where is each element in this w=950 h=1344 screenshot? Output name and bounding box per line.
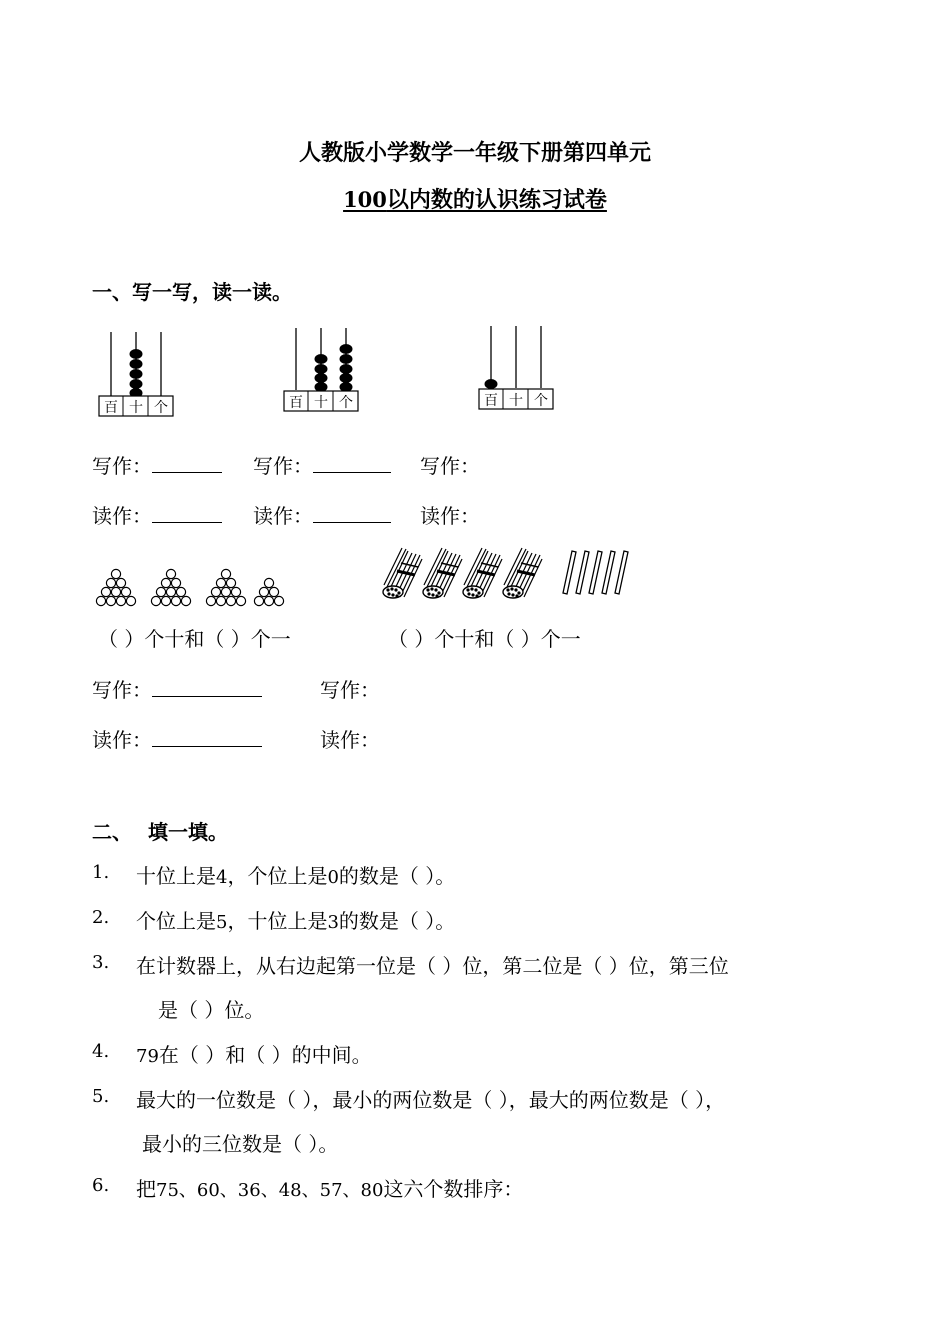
- section-1-heading: 一、写一写，读一读。: [92, 280, 292, 304]
- ball-triangle-4: [254, 578, 283, 605]
- read-row-5: [320, 724, 380, 753]
- item-5-line-1: 最大的一位数是（ ），最小的两位数是（ ），最大的两位数是（ ），: [136, 1088, 726, 1112]
- read-row-3: [420, 500, 480, 529]
- tens-ones-text-2: （ ）个十和（ ）个一: [388, 627, 581, 651]
- write-label: 写作：: [92, 678, 152, 702]
- abacus-2-ones-beads: [340, 344, 353, 392]
- answer-blank[interactable]: [152, 521, 222, 523]
- write-label: 写作：: [420, 454, 480, 478]
- stick-bundle-2: [423, 548, 462, 598]
- abacus-2: [280, 326, 362, 414]
- item-1-text: 十位上是4，个位上是0的数是（ ）。: [136, 864, 456, 888]
- read-row-1: [92, 500, 222, 529]
- write-row-5: [320, 674, 380, 703]
- item-4-text: 79在（ ）和（ ）的中间。: [136, 1043, 372, 1067]
- section-2-number: 二、: [92, 820, 132, 844]
- section-2-title: 填一填。: [148, 820, 228, 844]
- abacus-label-ones: 个: [339, 395, 353, 411]
- stick-bundle-3: [463, 548, 502, 598]
- answer-blank[interactable]: [313, 521, 391, 523]
- read-row-2: [253, 500, 391, 529]
- abacus-label-ones: 个: [534, 393, 548, 409]
- abacus-3: [475, 324, 557, 412]
- write-row-4: [92, 674, 262, 703]
- item-6-text: 把75、60、36、48、57、80这六个数排序：: [136, 1177, 524, 1201]
- item-3-number: 3.: [92, 952, 110, 973]
- answer-blank[interactable]: [152, 695, 262, 697]
- abacus-2-tens-beads: [315, 354, 328, 392]
- read-label: 读作：: [320, 728, 380, 752]
- answer-blank[interactable]: [313, 471, 391, 473]
- section-2-heading: [92, 816, 228, 845]
- stick-bundle-1: [383, 548, 422, 598]
- write-label: 写作：: [253, 454, 313, 478]
- write-label: 写作：: [92, 454, 152, 478]
- abacus-label-hundreds: 百: [104, 400, 118, 416]
- item-5-line-2: 最小的三位数是（ ）。: [142, 1132, 339, 1156]
- write-row-1: [92, 450, 222, 479]
- abacus-label-tens: 十: [129, 400, 143, 416]
- write-row-3: [420, 450, 480, 479]
- abacus-1: [95, 330, 177, 418]
- item-2-number: 2.: [92, 907, 110, 928]
- stick-bundles: [380, 543, 635, 601]
- abacus-label-hundreds: 百: [484, 393, 498, 409]
- single-sticks: [563, 551, 628, 594]
- item-3-line-2: 是（ ）位。: [158, 998, 265, 1022]
- read-label: 读作：: [92, 504, 152, 528]
- item-3-line-1: 在计数器上，从右边起第一位是（ ）位，第二位是（ ）位，第三位: [136, 954, 729, 978]
- item-1-number: 1.: [92, 862, 110, 883]
- ball-triangles: [92, 565, 292, 613]
- item-5-number: 5.: [92, 1086, 110, 1107]
- abacus-3-hundreds-beads: [485, 379, 498, 389]
- item-4-number: 4.: [92, 1041, 110, 1062]
- ball-triangle-3: [206, 569, 245, 605]
- item-6-number: 6.: [92, 1175, 110, 1196]
- write-row-2: [253, 450, 391, 479]
- tens-ones-text-1: （ ）个十和（ ）个一: [98, 627, 291, 651]
- title-text: 以内数的认识练习试卷: [386, 188, 607, 213]
- item-2-text: 个位上是5，十位上是3的数是（ ）。: [136, 909, 456, 933]
- abacus-label-hundreds: 百: [289, 395, 303, 411]
- read-label: 读作：: [420, 504, 480, 528]
- read-label: 读作：: [253, 504, 313, 528]
- ball-triangle-1: [96, 569, 135, 605]
- abacus-label-tens: 十: [314, 395, 328, 411]
- read-row-4: [92, 724, 262, 753]
- title-line-2: [0, 183, 950, 214]
- ball-triangle-2: [151, 569, 190, 605]
- answer-blank[interactable]: [152, 471, 222, 473]
- title-line-1: 人教版小学数学一年级下册第四单元: [298, 141, 651, 166]
- stick-bundle-4: [503, 548, 542, 598]
- abacus-1-tens-beads: [130, 349, 143, 398]
- write-label: 写作：: [320, 678, 380, 702]
- read-label: 读作：: [92, 728, 152, 752]
- answer-blank[interactable]: [152, 745, 262, 747]
- abacus-label-tens: 十: [509, 393, 523, 409]
- abacus-label-ones: 个: [154, 400, 168, 416]
- title-number: 100: [343, 187, 387, 212]
